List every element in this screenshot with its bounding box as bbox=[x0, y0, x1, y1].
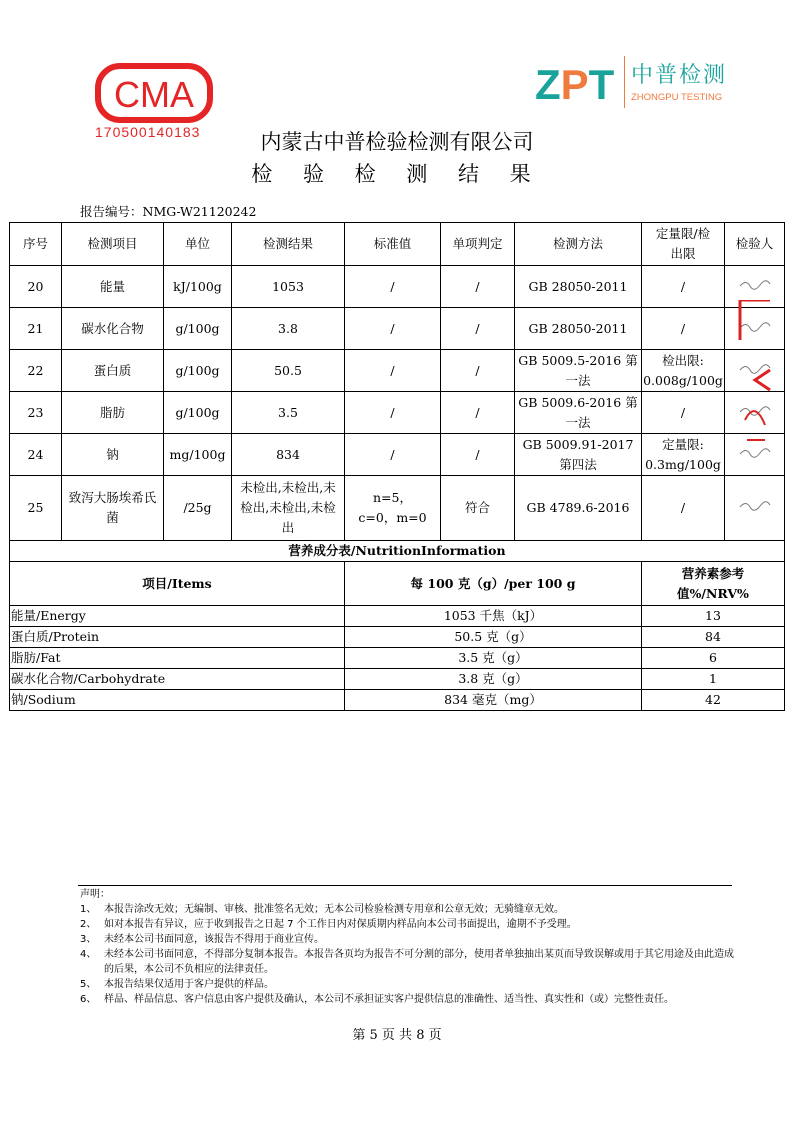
nutrition-row bbox=[10, 648, 785, 669]
item-text: 本报告结果仅适用于客户提供的样品。 bbox=[104, 979, 274, 990]
signature-icon bbox=[738, 498, 772, 512]
footer-divider bbox=[78, 885, 732, 886]
cell-no: 24 bbox=[10, 434, 62, 476]
col-header: 定量限/检出限 bbox=[642, 223, 725, 266]
nutrition-value: 1053 千焦（kJ） bbox=[345, 606, 642, 627]
nutrition-value: 50.5 克（g） bbox=[345, 627, 642, 648]
cell-limit: / bbox=[642, 266, 725, 308]
cell-result: 834 bbox=[232, 434, 345, 476]
cell-method: GB 5009.5-2016 第一法 bbox=[515, 350, 642, 392]
cell-item: 蛋白质 bbox=[62, 350, 164, 392]
item-text: 未经本公司书面同意，不得部分复制本报告。本报告各页均为报告不可分割的部分，使用者单独抽出某页而导致误解或用于其它用途及由此造成的后果，本公司不负相应的法律责任。 bbox=[104, 949, 734, 975]
col-header: 检测结果 bbox=[232, 223, 345, 266]
nutrition-col-header: 项目/Items bbox=[10, 562, 345, 606]
disclaimer-item bbox=[80, 902, 740, 917]
disclaimer-title: 声明： bbox=[80, 889, 110, 900]
cma-logo bbox=[94, 62, 214, 124]
nutrition-nrv: 84 bbox=[642, 627, 785, 648]
nutrition-row bbox=[10, 627, 785, 648]
cell-unit: mg/100g bbox=[164, 434, 232, 476]
nutrition-value: 3.5 克（g） bbox=[345, 648, 642, 669]
cell-std: / bbox=[345, 308, 441, 350]
col-header: 检测方法 bbox=[515, 223, 642, 266]
cell-result: 1053 bbox=[232, 266, 345, 308]
cell-item: 碳水化合物 bbox=[62, 308, 164, 350]
col-header: 序号 bbox=[10, 223, 62, 266]
item-text: 未经本公司书面同意，该报告不得用于商业宣传。 bbox=[104, 934, 324, 945]
cell-limit: 检出限: 0.008g/100g bbox=[642, 350, 725, 392]
nutrition-nrv: 6 bbox=[642, 648, 785, 669]
nutrition-value: 3.8 克（g） bbox=[345, 669, 642, 690]
cell-result: 3.5 bbox=[232, 392, 345, 434]
cell-no: 22 bbox=[10, 350, 62, 392]
cell-std: n=5，c=0，m=0 bbox=[345, 476, 441, 541]
cell-method: GB 28050-2011 bbox=[515, 266, 642, 308]
nutrition-row bbox=[10, 606, 785, 627]
disclaimer-item bbox=[80, 932, 740, 947]
nutrition-row bbox=[10, 690, 785, 711]
cell-method: GB 5009.91-2017 第四法 bbox=[515, 434, 642, 476]
cell-limit: / bbox=[642, 476, 725, 541]
table-row bbox=[10, 350, 785, 392]
cell-limit: / bbox=[642, 392, 725, 434]
brand-cn: 中普检测 bbox=[631, 63, 728, 88]
nutrition-value: 834 毫克（mg） bbox=[345, 690, 642, 711]
cell-unit: g/100g bbox=[164, 392, 232, 434]
cell-no: 25 bbox=[10, 476, 62, 541]
report-number: 报告编号：NMG-W21120242 bbox=[80, 204, 257, 219]
col-header: 检测项目 bbox=[62, 223, 164, 266]
cell-result: 50.5 bbox=[232, 350, 345, 392]
brand-en: ZHONGPU TESTING bbox=[631, 92, 723, 103]
disclaimer bbox=[80, 887, 740, 1007]
cell-no: 20 bbox=[10, 266, 62, 308]
cell-std: / bbox=[345, 350, 441, 392]
cell-judge: 符合 bbox=[441, 476, 515, 541]
col-header: 检验人 bbox=[725, 223, 785, 266]
document-title: 检 验 检 测 结 果 bbox=[251, 162, 543, 186]
cell-judge: / bbox=[441, 308, 515, 350]
col-header: 单位 bbox=[164, 223, 232, 266]
nutrition-nrv: 13 bbox=[642, 606, 785, 627]
item-text: 样品、样品信息、客户信息由客户提供及确认，本公司不承担证实客户提供信息的准确性、适当性、真实性和（或）完整性责任。 bbox=[104, 994, 674, 1005]
table-row bbox=[10, 392, 785, 434]
cell-unit: /25g bbox=[164, 476, 232, 541]
nutrition-table bbox=[9, 540, 785, 711]
cell-limit: 定量限: 0.3mg/100g bbox=[642, 434, 725, 476]
col-header: 单项判定 bbox=[441, 223, 515, 266]
cell-method: GB 5009.6-2016 第一法 bbox=[515, 392, 642, 434]
cell-method: GB 4789.6-2016 bbox=[515, 476, 642, 541]
cell-judge: / bbox=[441, 266, 515, 308]
table-row bbox=[10, 476, 785, 541]
item-text: 本报告涂改无效；无编制、审核、批准签名无效；无本公司检验检测专用章和公章无效；无骑缝章无效。 bbox=[104, 904, 564, 915]
zpt-logo: ZPT bbox=[535, 61, 615, 108]
item-number: 4、 bbox=[80, 949, 97, 960]
cell-judge: / bbox=[441, 392, 515, 434]
cell-item: 钠 bbox=[62, 434, 164, 476]
item-number: 3、 bbox=[80, 934, 97, 945]
company-name: 内蒙古中普检验检测有限公司 bbox=[260, 130, 534, 154]
cell-limit: / bbox=[642, 308, 725, 350]
item-number: 5、 bbox=[80, 979, 97, 990]
cell-unit: g/100g bbox=[164, 308, 232, 350]
table-row bbox=[10, 308, 785, 350]
cell-no: 23 bbox=[10, 392, 62, 434]
cell-method: GB 28050-2011 bbox=[515, 308, 642, 350]
nutrition-item: 钠/Sodium bbox=[10, 690, 345, 711]
disclaimer-item bbox=[80, 917, 740, 932]
table-row bbox=[10, 266, 785, 308]
col-header: 标准值 bbox=[345, 223, 441, 266]
nutrition-nrv: 1 bbox=[642, 669, 785, 690]
cell-result: 3.8 bbox=[232, 308, 345, 350]
cell-no: 21 bbox=[10, 308, 62, 350]
cell-std: / bbox=[345, 392, 441, 434]
cell-result: 未检出,未检出,未检出,未检出,未检出 bbox=[232, 476, 345, 541]
item-text: 如对本报告有异议，应于收到报告之日起 7 个工作日内对保质期内样品向本公司书面提出，逾期不予受理。 bbox=[104, 919, 577, 930]
cell-judge: / bbox=[441, 350, 515, 392]
item-number: 1、 bbox=[80, 904, 97, 915]
cell-std: / bbox=[345, 434, 441, 476]
item-number: 6、 bbox=[80, 994, 97, 1005]
nutrition-col-header: 每 100 克（g）/per 100 g bbox=[345, 562, 642, 606]
inspection-stamp bbox=[735, 300, 775, 450]
table-row bbox=[10, 434, 785, 476]
nutrition-item: 蛋白质/Protein bbox=[10, 627, 345, 648]
cell-judge: / bbox=[441, 434, 515, 476]
nutrition-title: 营养成分表/NutritionInformation bbox=[10, 541, 785, 562]
cma-number: 170500140183 bbox=[95, 124, 201, 140]
signature-icon bbox=[738, 277, 772, 291]
inspector-signature bbox=[725, 476, 785, 541]
cell-unit: g/100g bbox=[164, 350, 232, 392]
disclaimer-item bbox=[80, 947, 740, 977]
page-number: 第 5 页 共 8 页 bbox=[352, 1028, 442, 1043]
cell-item: 致泻大肠埃希氏菌 bbox=[62, 476, 164, 541]
nutrition-item: 能量/Energy bbox=[10, 606, 345, 627]
cma-text: CMA bbox=[114, 74, 194, 115]
disclaimer-item bbox=[80, 977, 740, 992]
nutrition-nrv: 42 bbox=[642, 690, 785, 711]
nutrition-item: 脂肪/Fat bbox=[10, 648, 345, 669]
nutrition-col-header: 营养素参考值%/NRV% bbox=[642, 562, 785, 606]
cell-item: 能量 bbox=[62, 266, 164, 308]
logo-divider bbox=[624, 56, 625, 108]
cell-unit: kJ/100g bbox=[164, 266, 232, 308]
results-table bbox=[9, 222, 785, 541]
item-number: 2、 bbox=[80, 919, 97, 930]
table-header-row bbox=[10, 223, 785, 266]
disclaimer-item bbox=[80, 992, 740, 1007]
nutrition-item: 碳水化合物/Carbohydrate bbox=[10, 669, 345, 690]
cell-item: 脂肪 bbox=[62, 392, 164, 434]
nutrition-row bbox=[10, 669, 785, 690]
cell-std: / bbox=[345, 266, 441, 308]
